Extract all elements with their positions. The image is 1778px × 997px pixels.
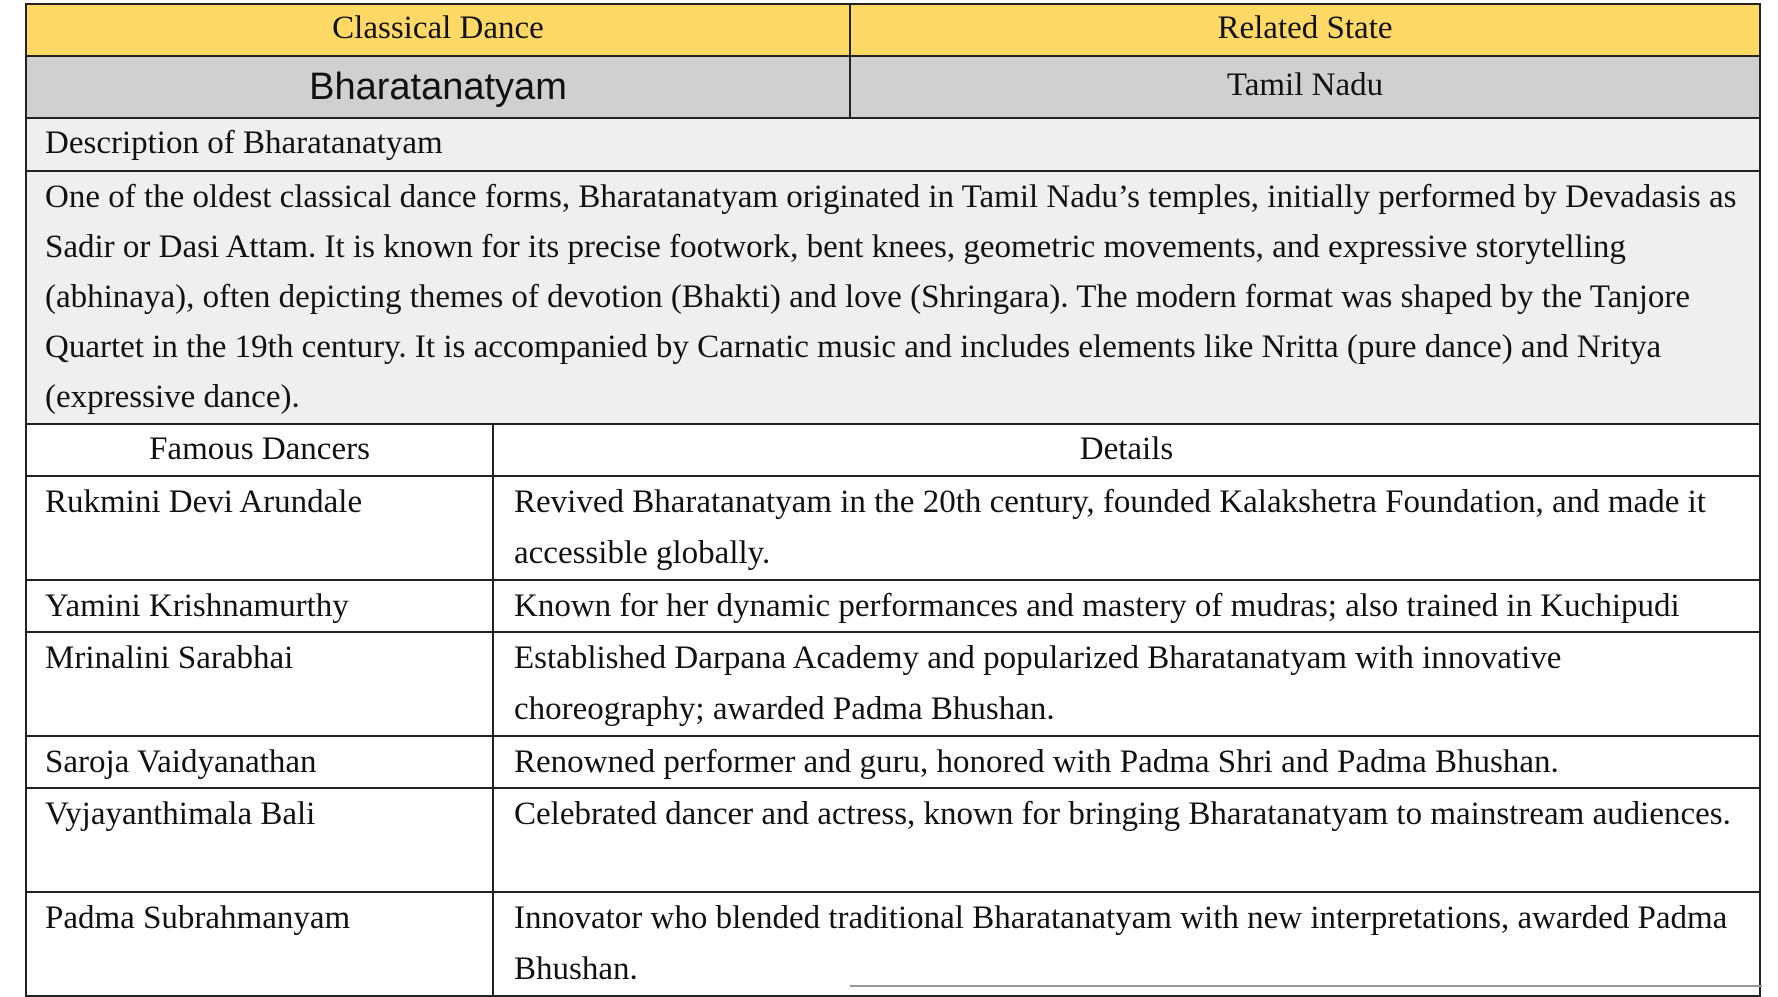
- header-related-state: Related State: [849, 5, 1759, 55]
- dancers-header-row: [25, 425, 1761, 477]
- dancer-details: Known for her dynamic performances and mastery of mudras; also trained in Kuchipudi: [492, 581, 1759, 631]
- dancer-name: Yamini Krishnamurthy: [45, 588, 349, 624]
- dancer-details: Revived Bharatanatyam in the 20th century, founded Kalakshetra Foundation, and made it accessible globally.: [492, 477, 1759, 579]
- dancer-name: Padma Subrahmanyam: [45, 900, 351, 936]
- table-row: [25, 737, 1761, 789]
- dancer-name: Vyjayanthimala Bali: [45, 796, 316, 832]
- dancer-name: Mrinalini Sarabhai: [45, 640, 294, 676]
- dancer-name: Saroja Vaidyanathan: [45, 744, 317, 780]
- dancer-details: Celebrated dancer and actress, known for bringing Bharatanatyam to mainstream audiences.: [492, 789, 1759, 891]
- dance-row: [25, 57, 1761, 119]
- table-row: [25, 789, 1761, 893]
- header-details: Details: [492, 425, 1759, 475]
- divider: [850, 985, 1762, 987]
- dancer-name: Rukmini Devi Arundale: [45, 484, 363, 520]
- table-row: [25, 633, 1761, 737]
- description-text: One of the oldest classical dance forms, Bharatanatyam originated in Tamil Nadu’s temples, initially performed by Devadasis as Sadir or Dasi Attam. It is known for its precise footwork, bent knees, geometric movements, and expressive storytelling (abhinaya), often depicting themes of devotion (Bhakti) and love (Shringara). The modern format was shaped by the Tanjore Quartet in the 19th century. It is accompanied by Carnatic music and includes elements like Nritta (pure dance) and Nritya (expressive dance).: [45, 179, 1737, 415]
- table-row: [25, 581, 1761, 633]
- description-title-row: [25, 119, 1761, 172]
- dancer-details: Established Darpana Academy and popularized Bharatanatyam with innovative choreography; awarded Padma Bhushan.: [492, 633, 1759, 735]
- dance-state: Tamil Nadu: [849, 57, 1759, 117]
- table-header-row: [25, 3, 1761, 57]
- dance-info-table: [25, 3, 1761, 997]
- dance-name: Bharatanatyam: [309, 66, 567, 108]
- table-row: [25, 893, 1761, 997]
- table-row: [25, 477, 1761, 581]
- header-classical-dance: Classical Dance: [332, 10, 544, 46]
- dancer-details: Renowned performer and guru, honored with Padma Shri and Padma Bhushan.: [492, 737, 1759, 787]
- header-famous-dancers: Famous Dancers: [149, 431, 370, 467]
- description-title: Description of Bharatanatyam: [45, 125, 443, 161]
- description-body-row: [25, 172, 1761, 425]
- dancer-details: Innovator who blended traditional Bharatanatyam with new interpretations, awarded Padma Bhushan.: [492, 893, 1759, 995]
